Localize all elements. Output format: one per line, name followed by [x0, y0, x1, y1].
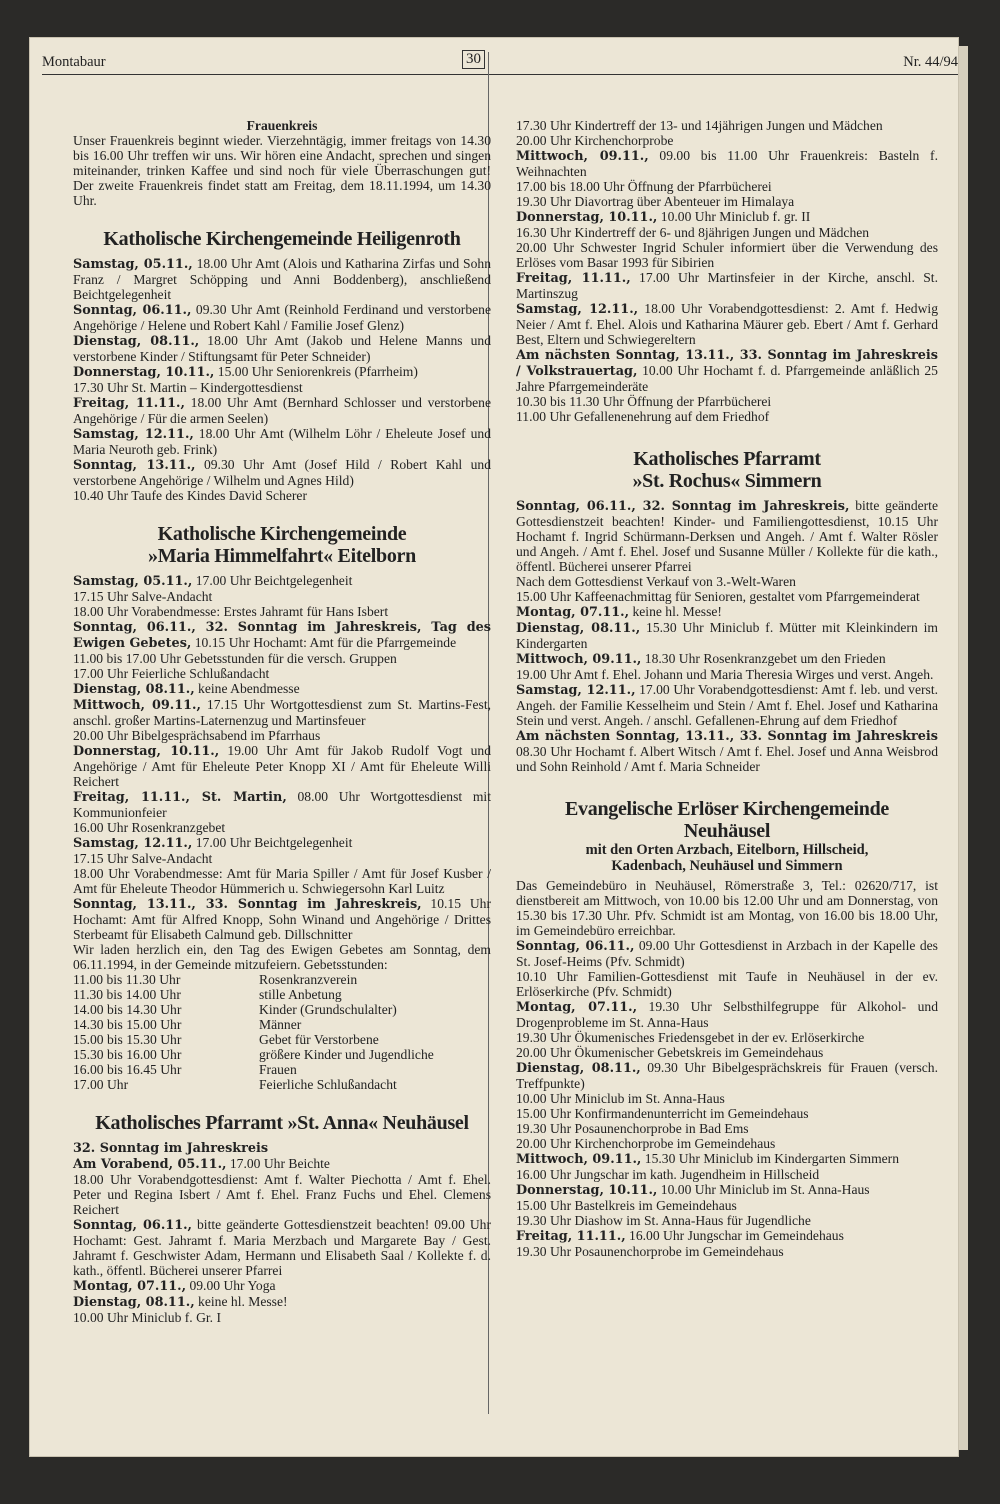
prayer-hours-table — [73, 972, 434, 1092]
evangelisch-subtitle-2: Kadenbach, Neuhäusel und Simmern — [611, 858, 843, 874]
prayer-hour-row — [73, 987, 434, 1002]
entry-date: Donnerstag, 10.11., — [516, 1183, 658, 1198]
entry-text: 10.00 Uhr Miniclub im St. Anna-Haus — [657, 1182, 870, 1197]
entry-text: 17.30 Uhr Kindertreff der 13- und 14jährigen Jungen und Mädchen — [516, 118, 883, 133]
schedule-entry — [516, 1106, 938, 1121]
prayer-hour-group: Gebet für Verstorbene — [259, 1032, 379, 1047]
prayer-hour-time: 11.30 bis 14.00 Uhr — [73, 987, 181, 1002]
entry-text: 10.10 Uhr Familien-Gottesdienst mit Taufe in Neuhäusel in der ev. Erlöserkirche (Pfv. Schmidt) — [516, 969, 938, 999]
entry-text: 08.00 Uhr Wortgottesdienst mit Kommunionfeier — [73, 789, 491, 820]
entry-text: bitte geänderte Gottesdienstzeit beachten! Kinder- und Familiengottesdienst, 10.15 Uhr Hochamt f. Ingrid Schürmann-Derksen und Angeh. / Amt f. Walter Rösler und Angeh. / Amt f. Ehel. Josef und Susanne Müller / Kollekte für die kath., öffentl. Bücherei unserer Pfarrei — [516, 498, 938, 574]
entry-text: Das Gemeindebüro in Neuhäusel, Römerstraße 3, Tel.: 02620/717, ist dienstbereit am Mittwoch, von 10.00 bis 12.00 Uhr und am Donnerstag, von 15.30 bis 17.30 Uhr. Pfv. Schmidt ist am Montag, von 16.00 bis 18.00 Uhr, im Gemeindebüro erreichbar. — [516, 878, 938, 938]
entry-text: 10.00 Uhr Miniclub f. Gr. I — [73, 1310, 222, 1325]
entry-date: Samstag, 12.11., — [516, 683, 636, 698]
entry-text: 09.30 Uhr Bibelgesprächskreis für Frauen (versch. Treffpunkte) — [516, 1060, 939, 1091]
entry-text: 20.00 Uhr Kirchenchorprobe im Gemeindehaus — [516, 1136, 776, 1151]
prayer-hour-row — [73, 1002, 434, 1017]
entry-text: 10.40 Uhr Taufe des Kindes David Scherer — [73, 488, 307, 503]
entry-date: Mittwoch, 09.11., — [516, 652, 642, 667]
entry-date: Dienstag, 08.11., — [516, 621, 641, 636]
entry-date: Am Vorabend, 05.11., — [73, 1157, 227, 1172]
entry-date: Sonntag, 06.11., 32. Sonntag im Jahreskreis, — [516, 499, 850, 514]
schedule-entry — [516, 240, 938, 270]
schedule-entry — [73, 1172, 491, 1217]
schedule-entry — [73, 1310, 491, 1325]
prayer-hour-row — [73, 1047, 434, 1062]
entry-text: 15.00 Uhr Konfirmandenunterricht im Gemeindehaus — [516, 1106, 809, 1121]
schedule-entry — [516, 270, 938, 301]
schedule-entry — [73, 1217, 491, 1278]
schedule-entry — [516, 148, 938, 179]
schedule-entry — [516, 1228, 938, 1244]
entry-text: 16.00 Uhr Rosenkranzgebet — [73, 820, 226, 835]
schedule-entry — [73, 866, 491, 896]
entry-text: 18.00 Uhr Vorabendmesse: Erstes Jahramt für Hans Isbert — [73, 604, 389, 619]
entry-text: 17.15 Uhr Wortgottesdienst zum St. Martins-Fest, anschl. großer Martins-Laternenzug und Martinsfeuer — [73, 697, 491, 728]
evangelisch-subtitle-1: mit den Orten Arzbach, Eitelborn, Hillscheid, — [585, 842, 869, 858]
st-rochus-list — [516, 498, 938, 774]
evangelisch-title-1: Evangelische Erlöser Kirchengemeinde — [565, 798, 889, 820]
schedule-entry — [516, 347, 938, 394]
st-anna-title: Katholisches Pfarramt »St. Anna« Neuhäusel — [95, 1112, 469, 1134]
entry-date: Sonntag, 06.11., 32. Sonntag im Jahreskreis, Tag des Ewigen Gebetes, — [73, 620, 491, 651]
entry-text: 10.30 bis 11.30 Uhr Öffnung der Pfarrbücherei — [516, 394, 772, 409]
entry-date: Freitag, 11.11., — [73, 396, 185, 411]
entry-text: 17.15 Uhr Salve-Andacht — [73, 589, 213, 604]
st-anna-list — [73, 1140, 491, 1325]
entry-text: 18.00 Uhr Vorabendgottesdienst: Amt f. Walter Piechotta / Amt f. Ehel. Peter und Regina Isbert / Amt f. Ehel. Franz Fuchs und Ehel. Clemens Reichert — [73, 1172, 491, 1217]
entry-text: 19.30 Uhr Diavortrag über Abenteuer im Himalaya — [516, 194, 795, 209]
eitelborn-list — [73, 573, 491, 972]
entry-text: 18.00 Uhr Amt (Bernhard Schlosser und verstorbene Angehörige / Für die armen Seelen) — [73, 395, 491, 426]
schedule-entry — [516, 394, 938, 409]
prayer-hour-group: Rosenkranzverein — [259, 972, 358, 987]
entry-text: 17.00 Uhr Beichtgelegenheit — [192, 835, 353, 850]
st-anna-continued-list — [516, 118, 938, 424]
frauenkreis-title: Frauenkreis — [246, 118, 318, 133]
schedule-entry — [516, 1244, 938, 1259]
entry-date: Montag, 07.11., — [516, 1000, 638, 1015]
entry-text: 17.00 Uhr Vorabendgottesdienst: Amt f. leb. und verst. Angeh. der Familie Kesselheim und Stein / Amt f. Ehel. Josef und Katharina Stein und verst. Angeh. / anschl. Gefallenen-Ehrung auf dem Friedhof — [516, 682, 938, 728]
page-edge — [958, 46, 968, 1450]
page-header — [42, 52, 958, 75]
prayer-hour-time: 15.30 bis 16.00 Uhr — [73, 1047, 182, 1062]
prayer-hour-row — [73, 1062, 434, 1077]
prayer-hour-time: 16.00 bis 16.45 Uhr — [73, 1062, 182, 1077]
schedule-entry — [516, 118, 938, 133]
prayer-hour-group: Feierliche Schlußandacht — [259, 1077, 397, 1092]
entry-text: 18.00 Uhr Vorabendgottesdienst: 2. Amt f. Hedwig Neier / Amt f. Ehel. Alois und Katharina Mäurer geb. Ebert / Amt f. Gerhard Best, Eltern und Schwiegereltern — [516, 301, 938, 347]
left-column — [73, 118, 491, 1325]
entry-text: 19.30 Uhr Ökumenisches Friedensgebet in der ev. Erlöserkirche — [516, 1030, 865, 1045]
entry-date: Sonntag, 06.11., — [516, 939, 635, 954]
entry-text: 17.30 Uhr St. Martin – Kindergottesdienst — [73, 380, 303, 395]
schedule-entry — [516, 194, 938, 209]
schedule-entry — [516, 498, 938, 574]
schedule-entry — [516, 682, 938, 728]
entry-text: 09.30 Uhr Amt (Josef Hild / Robert Kahl und verstorbene Angehörige / Wilhelm und Agnes Hild) — [73, 457, 491, 488]
entry-date: Mittwoch, 09.11., — [516, 149, 649, 164]
prayer-hour-group: Kinder (Grundschulalter) — [259, 1002, 397, 1017]
schedule-entry — [516, 1060, 938, 1091]
prayer-hour-row — [73, 1017, 434, 1032]
prayer-hour-time: 14.00 bis 14.30 Uhr — [73, 1002, 182, 1017]
entry-date: Samstag, 05.11., — [73, 257, 193, 272]
schedule-entry — [516, 225, 938, 240]
entry-date: Dienstag, 08.11., — [73, 682, 195, 697]
entry-text: 19.30 Uhr Posaunenchorprobe im Gemeindehaus — [516, 1244, 784, 1259]
prayer-hour-group: größere Kinder und Jugendliche — [259, 1047, 434, 1062]
entry-text: keine hl. Messe! — [194, 1294, 288, 1309]
schedule-entry — [516, 938, 938, 969]
schedule-entry — [73, 1140, 491, 1156]
entry-date: Am nächsten Sonntag, 13.11., 33. Sonntag im Jahreskreis — [516, 729, 938, 744]
schedule-entry — [73, 333, 491, 364]
schedule-entry — [73, 426, 491, 457]
frauenkreis-text: Unser Frauenkreis beginnt wieder. Vierzehntägig, immer freitags von 14.30 bis 16.00 Uhr treffen wir uns. Wir hören eine Andacht, sprechen und singen miteinander, trinken Kaffee und sind noch für viele Überraschungen gut! Der zweite Frauenkreis findet statt am Freitag, dem 18.11.1994, um 14.30 Uhr. — [73, 133, 491, 208]
schedule-entry — [73, 457, 491, 488]
entry-text: 10.15 Uhr Hochamt: Amt für Alfred Knopp, Sohn Winand und Angehörige / Drittes Sterbeamt für Elisabeth Calmund geb. Dillschnitter — [73, 896, 491, 942]
heiligenroth-title: Katholische Kirchengemeinde Heiligenroth — [103, 228, 461, 250]
entry-text: 10.00 Uhr Miniclub f. gr. II — [657, 209, 811, 224]
schedule-entry — [516, 409, 938, 424]
schedule-entry — [73, 681, 491, 697]
schedule-entry — [73, 820, 491, 835]
entry-text: 15.00 Uhr Bastelkreis im Gemeindehaus — [516, 1198, 737, 1213]
schedule-entry — [516, 651, 938, 667]
prayer-hour-row — [73, 972, 434, 987]
prayer-hour-time: 11.00 bis 11.30 Uhr — [73, 972, 181, 987]
entry-text: 18.00 Uhr Amt (Jakob und Helene Manns und verstorbene Kinder / Stiftungsamt für Peter Schneider) — [73, 333, 491, 364]
entry-text: keine Abendmesse — [194, 681, 300, 696]
prayer-hour-row — [73, 1032, 434, 1047]
schedule-entry — [516, 574, 938, 589]
entry-text: 17.00 Uhr Martinsfeier in der Kirche, anschl. St. Martinszug — [516, 270, 938, 301]
entry-date: Donnerstag, 10.11., — [73, 744, 220, 759]
entry-date: Montag, 07.11., — [516, 605, 630, 620]
schedule-entry — [73, 573, 491, 589]
schedule-entry — [516, 1167, 938, 1182]
schedule-entry — [516, 589, 938, 604]
schedule-entry — [516, 1121, 938, 1136]
entry-date: Sonntag, 06.11., — [73, 303, 192, 318]
evangelisch-list — [516, 878, 938, 1259]
heiligenroth-list — [73, 256, 491, 503]
schedule-entry — [73, 1156, 491, 1172]
schedule-entry — [516, 878, 938, 938]
entry-text: 20.00 Uhr Schwester Ingrid Schuler informiert über die Verwendung des Erlöses vom Basar 1993 für Sibirien — [516, 240, 938, 270]
schedule-entry — [73, 395, 491, 426]
entry-text: bitte geänderte Gottesdienstzeit beachten! 09.00 Uhr Hochamt: Gest. Jahramt f. Maria Merzbach und Margarete Bay / Gest. Jahramt f. Geschwister Adam, Hermann und Elisabeth Saal / Kollekte f. d. kath., öffentl. Bücherei unserer Pfarrei — [73, 1217, 491, 1278]
entry-text: 16.00 Uhr Jungschar im kath. Jugendheim in Hillscheid — [516, 1167, 820, 1182]
schedule-entry — [73, 302, 491, 333]
entry-date: Am nächsten Sonntag, 13.11., 33. Sonntag im Jahreskreis / Volkstrauertag, — [516, 348, 938, 379]
schedule-entry — [73, 851, 491, 866]
entry-text: 08.30 Uhr Hochamt f. Albert Witsch / Amt f. Ehel. Josef und Anna Weisbrod und Sohn Reinhold / Amt f. Maria Schneider — [516, 744, 938, 774]
schedule-entry — [73, 789, 491, 820]
entry-text: 11.00 bis 17.00 Uhr Gebetsstunden für die versch. Gruppen — [73, 651, 397, 666]
entry-text: 18.30 Uhr Rosenkranzgebet um den Frieden — [641, 651, 886, 666]
eitelborn-title-2: »Maria Himmelfahrt« Eitelborn — [148, 545, 416, 567]
entry-text: 18.00 Uhr Amt (Wilhelm Löhr / Eheleute Josef und Maria Neuroth geb. Frink) — [73, 426, 491, 457]
prayer-hour-group: stille Anbetung — [259, 987, 342, 1002]
entry-text: 20.00 Uhr Kirchenchorprobe — [516, 133, 674, 148]
schedule-entry — [73, 743, 491, 789]
schedule-entry — [516, 1091, 938, 1106]
schedule-entry — [73, 1278, 491, 1294]
entry-text: 19.30 Uhr Posaunenchorprobe in Bad Ems — [516, 1121, 749, 1136]
schedule-entry — [516, 133, 938, 148]
entry-date: Mittwoch, 09.11., — [516, 1152, 642, 1167]
entry-text: 15.00 Uhr Seniorenkreis (Pfarrheim) — [214, 364, 418, 379]
schedule-entry — [73, 619, 491, 651]
schedule-entry — [73, 942, 491, 972]
entry-date: Mittwoch, 09.11., — [73, 698, 201, 713]
prayer-hour-row — [73, 1077, 434, 1092]
schedule-entry — [516, 969, 938, 999]
right-column — [516, 118, 938, 1259]
schedule-entry — [516, 179, 938, 194]
entry-text: 09.00 bis 11.00 Uhr Frauenkreis: Basteln f. Weihnachten — [516, 148, 938, 179]
entry-date: Montag, 07.11., — [73, 1279, 187, 1294]
entry-text: keine hl. Messe! — [629, 604, 722, 619]
entry-text: 11.00 Uhr Gefallenenehrung auf dem Friedhof — [516, 409, 770, 424]
entry-text: 10.15 Uhr Hochamt: Amt für die Pfarrgemeinde — [191, 635, 457, 650]
entry-text: 19.30 Uhr Selbsthilfegruppe für Alkohol- und Drogenprobleme im St. Anna-Haus — [516, 999, 938, 1030]
schedule-entry — [73, 488, 491, 503]
entry-date: Dienstag, 08.11., — [73, 1295, 195, 1310]
entry-text: 16.00 Uhr Jungschar im Gemeindehaus — [625, 1228, 844, 1243]
entry-date: 32. Sonntag im Jahreskreis — [73, 1141, 269, 1156]
schedule-entry — [516, 1151, 938, 1167]
page-number: 30 — [462, 50, 485, 69]
prayer-hour-time: 15.00 bis 15.30 Uhr — [73, 1032, 182, 1047]
schedule-entry — [516, 1045, 938, 1060]
entry-date: Samstag, 12.11., — [516, 302, 639, 317]
schedule-entry — [73, 256, 491, 302]
entry-date: Samstag, 05.11., — [73, 574, 193, 589]
schedule-entry — [73, 896, 491, 942]
entry-text: 18.00 Uhr Amt (Alois und Katharina Zirfas und Sohn Franz / Margret Schöpping und Anni Boddenberg), anschließend Beichtgelegenheit — [73, 256, 492, 302]
entry-date: Freitag, 11.11., — [516, 271, 631, 286]
header-town: Montabaur — [42, 54, 106, 70]
schedule-entry — [516, 728, 938, 774]
schedule-entry — [73, 835, 491, 851]
entry-date: Samstag, 12.11., — [73, 427, 194, 442]
st-rochus-title-2: »St. Rochus« Simmern — [632, 470, 822, 492]
entry-date: Freitag, 11.11., St. Martin, — [73, 790, 287, 805]
evangelisch-title-2: Neuhäusel — [683, 820, 771, 842]
entry-text: 17.00 Uhr Beichtgelegenheit — [192, 573, 353, 588]
schedule-entry — [73, 651, 491, 666]
entry-date: Donnerstag, 10.11., — [73, 365, 215, 380]
schedule-entry — [516, 620, 938, 651]
schedule-entry — [516, 667, 938, 682]
schedule-entry — [73, 666, 491, 681]
entry-date: Dienstag, 08.11., — [516, 1061, 641, 1076]
entry-text: 15.00 Uhr Kaffeenachmittag für Senioren, gestaltet vom Pfarrgemeinderat — [516, 589, 920, 604]
entry-text: 17.00 bis 18.00 Uhr Öffnung der Pfarrbücherei — [516, 179, 772, 194]
eitelborn-title-1: Katholische Kirchengemeinde — [157, 523, 407, 545]
entry-text: 15.30 Uhr Miniclub f. Mütter mit Kleinkindern im Kindergarten — [516, 620, 938, 651]
schedule-entry — [73, 604, 491, 619]
schedule-entry — [516, 1030, 938, 1045]
entry-text: Nach dem Gottesdienst Verkauf von 3.-Welt-Waren — [516, 574, 796, 589]
schedule-entry — [516, 209, 938, 225]
entry-text: 17.00 Uhr Feierliche Schlußandacht — [73, 666, 270, 681]
schedule-entry — [516, 1198, 938, 1213]
schedule-entry — [73, 364, 491, 380]
entry-text: 19.30 Uhr Diashow im St. Anna-Haus für Jugendliche — [516, 1213, 811, 1228]
entry-date: Donnerstag, 10.11., — [516, 210, 658, 225]
entry-text: 16.30 Uhr Kindertreff der 6- und 8jährigen Jungen und Mädchen — [516, 225, 870, 240]
schedule-entry — [516, 1136, 938, 1151]
issue-number: Nr. 44/94 — [903, 54, 958, 70]
entry-date: Sonntag, 13.11., — [73, 458, 196, 473]
schedule-entry — [73, 728, 491, 743]
entry-date: Samstag, 12.11., — [73, 836, 193, 851]
prayer-hour-group: Frauen — [259, 1062, 297, 1077]
prayer-hour-time: 14.30 bis 15.00 Uhr — [73, 1017, 182, 1032]
entry-text: 20.00 Uhr Ökumenischer Gebetskreis im Gemeindehaus — [516, 1045, 824, 1060]
entry-text: 09.00 Uhr Yoga — [186, 1278, 276, 1293]
entry-text: 10.00 Uhr Hochamt f. d. Pfarrgemeinde anläßlich 25 Jahre Pfarrgemeinderäte — [516, 363, 938, 394]
prayer-hour-group: Männer — [259, 1017, 302, 1032]
entry-date: Freitag, 11.11., — [516, 1229, 626, 1244]
schedule-entry — [516, 301, 938, 347]
entry-text: 09.30 Uhr Amt (Reinhold Ferdinand und verstorbene Angehörige / Helene und Robert Kahl / Familie Josef Glenz) — [73, 302, 491, 333]
entry-text: 19.00 Uhr Amt für Jakob Rudolf Vogt und Angehörige / Amt für Eheleute Peter Knopp XI / Amt für Eheleute Willi Reichert — [73, 743, 491, 789]
entry-text: 19.00 Uhr Amt f. Ehel. Johann und Maria Theresia Wirges und verst. Angeh. — [516, 667, 934, 682]
schedule-entry — [73, 380, 491, 395]
schedule-entry — [516, 604, 938, 620]
entry-text: 10.00 Uhr Miniclub im St. Anna-Haus — [516, 1091, 725, 1106]
schedule-entry — [73, 1294, 491, 1310]
schedule-entry — [516, 1182, 938, 1198]
entry-date: Dienstag, 08.11., — [73, 334, 200, 349]
entry-text: Wir laden herzlich ein, den Tag des Ewigen Gebetes am Sonntag, dem 06.11.1994, in der Gemeinde mitzufeiern. Gebetsstunden: — [73, 942, 491, 972]
entry-text: 17.15 Uhr Salve-Andacht — [73, 851, 213, 866]
entry-date: Sonntag, 06.11., — [73, 1218, 193, 1233]
entry-text: 18.00 Uhr Vorabendmesse: Amt für Maria Spiller / Amt für Josef Kusber / Amt für Eheleute Theodor Hümmerich u. Schwiegersohn Karl Luitz — [73, 866, 491, 896]
schedule-entry — [516, 999, 938, 1030]
st-rochus-title-1: Katholisches Pfarramt — [633, 448, 821, 470]
entry-text: 09.00 Uhr Gottesdienst in Arzbach in der Kapelle des St. Josef-Heims (Pfv. Schmidt) — [516, 938, 938, 969]
schedule-entry — [73, 697, 491, 728]
entry-text: 15.30 Uhr Miniclub im Kindergarten Simmern — [641, 1151, 900, 1166]
prayer-hour-time: 17.00 Uhr — [73, 1077, 129, 1092]
schedule-entry — [516, 1213, 938, 1228]
schedule-entry — [73, 589, 491, 604]
entry-text: 20.00 Uhr Bibelgesprächsabend im Pfarrhaus — [73, 728, 321, 743]
entry-date: Sonntag, 13.11., 33. Sonntag im Jahreskreis, — [73, 897, 422, 912]
entry-text: 17.00 Uhr Beichte — [226, 1156, 330, 1171]
